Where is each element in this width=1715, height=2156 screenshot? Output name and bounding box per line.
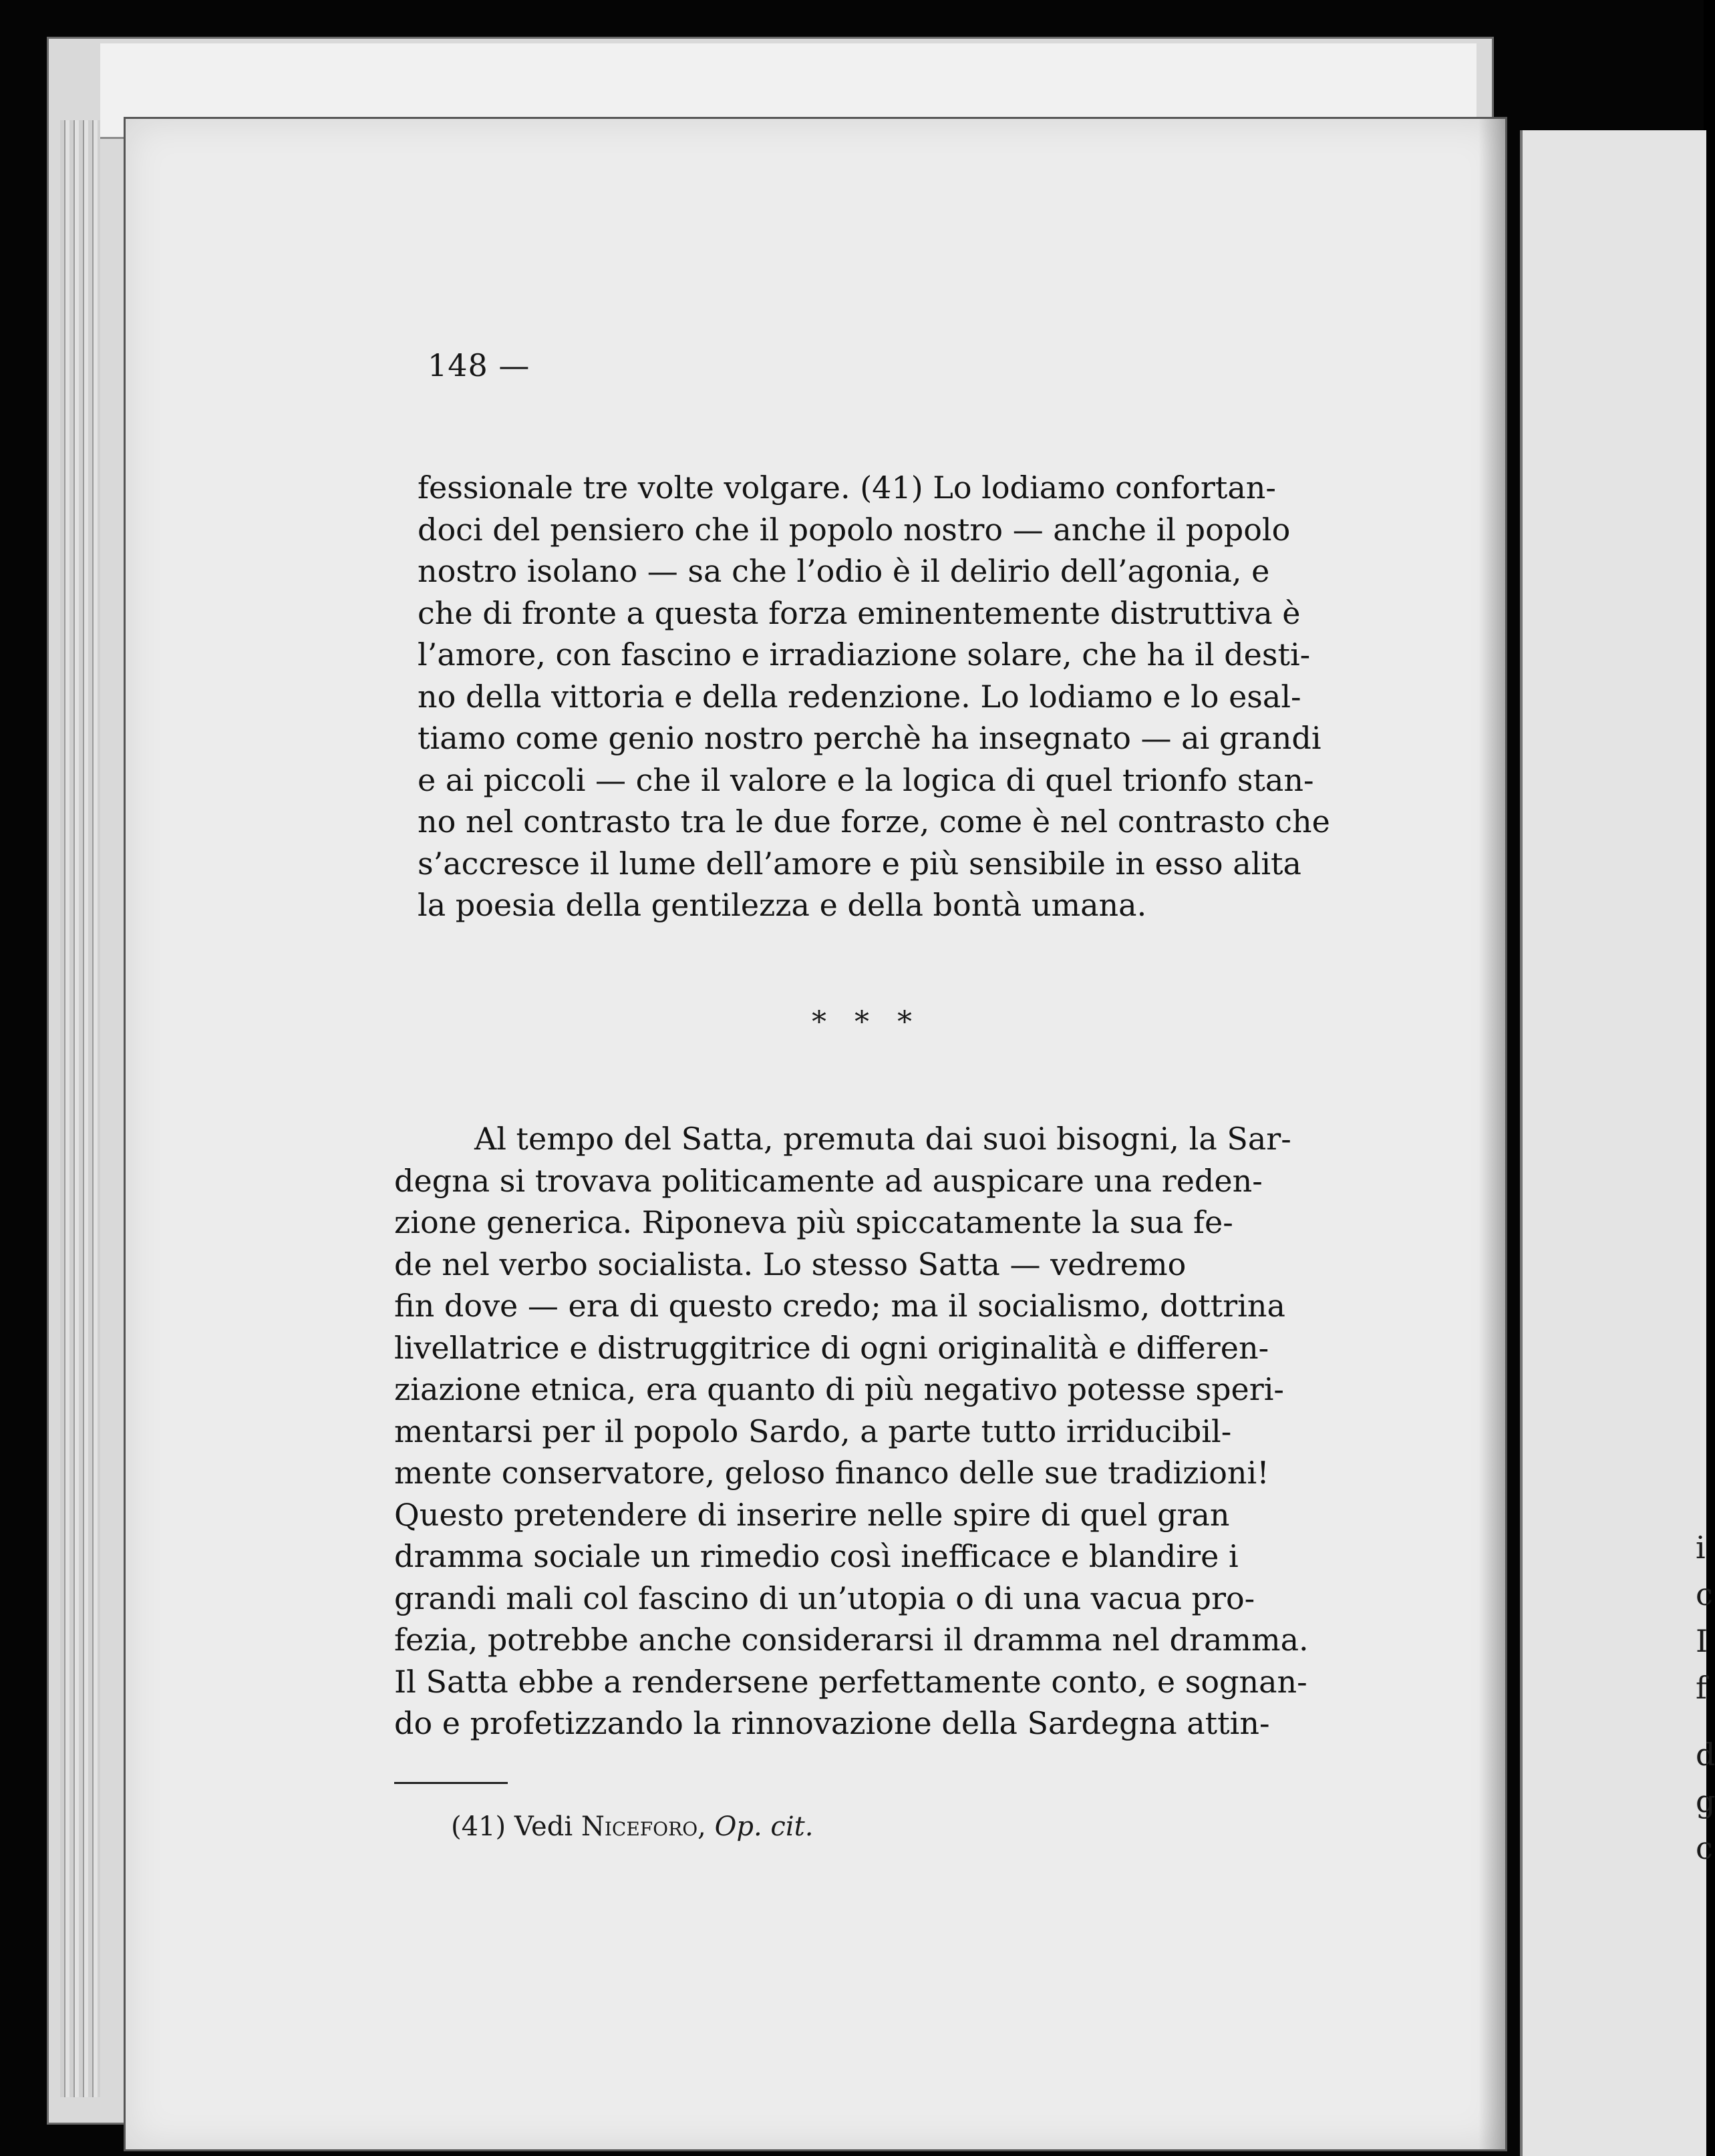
- text-line: no nel contrasto tra le due forze, come è nel contrasto che: [418, 803, 1330, 840]
- text-line: de nel verbo socialista. Lo stesso Satta — vedremo: [394, 1246, 1187, 1282]
- footnote-work: Op. cit.: [706, 1811, 814, 1842]
- text-line: fessionale tre volte volgare. (41) Lo lodiamo confortan-: [418, 470, 1276, 506]
- footnote-prefix: (41) Vedi: [451, 1811, 581, 1842]
- facing-page-letter: c: [1696, 1830, 1713, 1866]
- text-line: doci del pensiero che il popolo nostro — anche il popolo: [418, 511, 1291, 548]
- text-line: s’accresce il lume dell’amore e più sensibile in esso alita: [418, 845, 1301, 882]
- facing-page: [1520, 130, 1706, 2156]
- text-line: grandi mali col fascino di un’utopia o di una vacua pro-: [394, 1580, 1255, 1616]
- page-edges: [60, 120, 100, 2097]
- text-line: nostro isolano — sa che l’odio è il delirio dell’agonia, e: [418, 553, 1270, 589]
- facing-page-letter: f: [1696, 1670, 1708, 1706]
- text-line: che di fronte a questa forza eminentemente distruttiva è: [418, 594, 1301, 631]
- text-line: zione generica. Riponeva più spiccatamente la sua fe-: [394, 1204, 1233, 1240]
- facing-page-letter: i: [1696, 1530, 1706, 1566]
- facing-page-letter: I: [1696, 1623, 1708, 1659]
- facing-page-letter: d: [1696, 1737, 1715, 1773]
- text-line: la poesia della gentilezza e della bontà umana.: [418, 887, 1147, 923]
- text-line: fezia, potrebbe anche considerarsi il dramma nel dramma.: [394, 1622, 1309, 1658]
- text-line: mentarsi per il popolo Sardo, a parte tutto irriducibil-: [394, 1413, 1232, 1449]
- spine-shadow: [1478, 119, 1505, 2149]
- text-line: ziazione etnica, era quanto di più negativo potesse speri-: [394, 1371, 1284, 1407]
- text-line: fin dove — era di questo credo; ma il socialismo, dottrina: [394, 1288, 1285, 1324]
- facing-page-letter: c: [1696, 1576, 1713, 1612]
- text-line: Al tempo del Satta, premuta dai suoi bisogni, la Sar-: [474, 1121, 1291, 1157]
- facing-page-letter: g: [1696, 1783, 1715, 1819]
- section-divider: * * *: [812, 1005, 921, 1039]
- text-line: degna si trovava politicamente ad auspicare una reden-: [394, 1162, 1263, 1199]
- page-number: 148 —: [428, 347, 530, 383]
- text-line: e ai piccoli — che il valore e la logica di quel trionfo stan-: [418, 761, 1314, 798]
- footnote-author: Niceforo,: [581, 1811, 706, 1842]
- text-line: Questo pretendere di inserire nelle spire di quel gran: [394, 1496, 1230, 1533]
- text-line: Il Satta ebbe a rendersene perfettamente conto, e sognan-: [394, 1663, 1307, 1700]
- text-line: no della vittoria e della redenzione. Lo lodiamo e lo esal-: [418, 678, 1301, 715]
- text-line: mente conservatore, geloso financo delle sue tradizioni!: [394, 1455, 1269, 1491]
- text-line: dramma sociale un rimedio così inefficace e blandire i: [394, 1538, 1239, 1574]
- text-line: do e profetizzando la rinnovazione della Sardegna attin-: [394, 1705, 1270, 1741]
- footnote-rule: [394, 1782, 508, 1784]
- footnote: [451, 1811, 813, 1842]
- text-line: livellatrice e distruggitrice di ogni originalità e differen-: [394, 1329, 1269, 1366]
- text-line: l’amore, con fascino e irradiazione solare, che ha il desti-: [418, 637, 1311, 673]
- text-line: tiamo come genio nostro perchè ha insegnato — ai grandi: [418, 720, 1321, 756]
